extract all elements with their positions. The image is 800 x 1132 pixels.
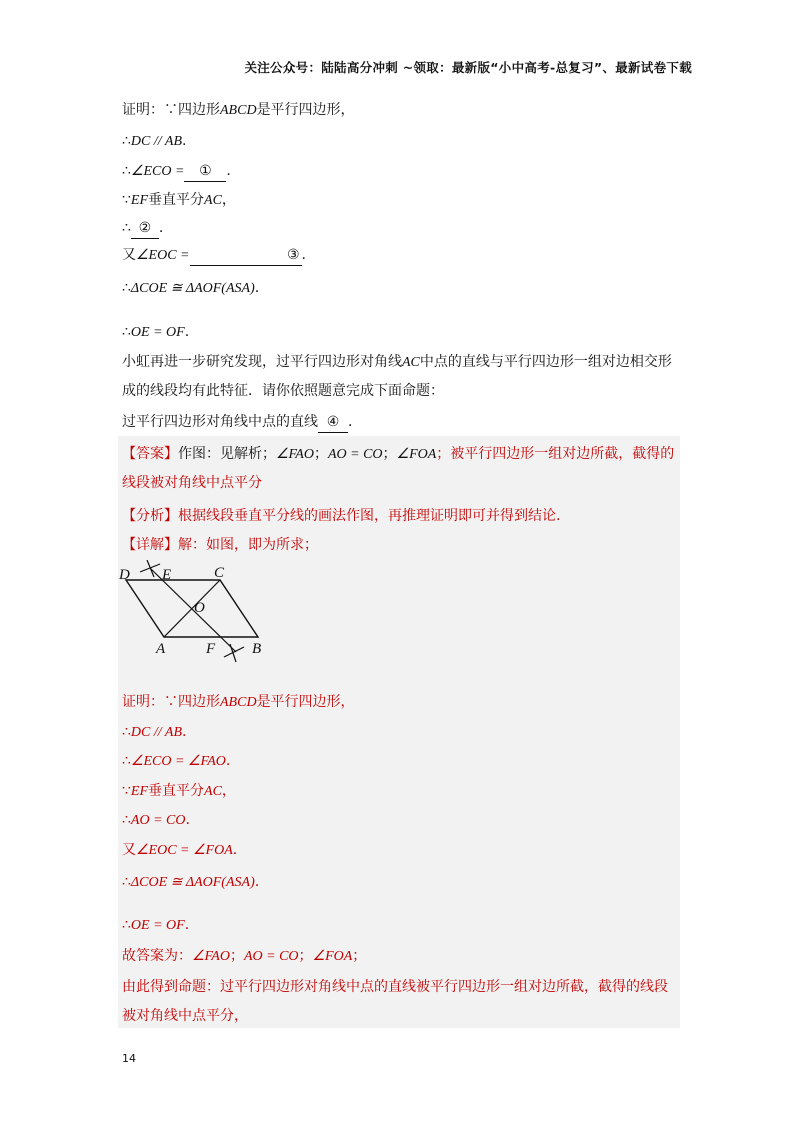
math: AC (204, 784, 222, 799)
parallelogram-figure (116, 560, 276, 668)
blank-2[interactable]: ② (131, 218, 159, 239)
text: . (184, 324, 190, 340)
conclusion-paragraph: 由此得到命题：过平行四边形对角线中点的直线被平行四边形一组对边所截，截得的线段被对角线中点平分， (122, 979, 668, 1024)
text: 垂直平分 (148, 192, 205, 208)
math: OE = OF (130, 918, 185, 933)
text: ∴ (122, 812, 131, 828)
text: ， (221, 192, 236, 208)
text: . (226, 163, 231, 179)
final-answer-line (122, 946, 366, 967)
text: 是平行四边形， (256, 102, 355, 118)
answer-paragraph (122, 440, 678, 498)
text: 过平行四边形对角线中点的直线 (122, 414, 318, 430)
text: ∵ (122, 192, 131, 208)
math: AC (204, 193, 222, 208)
math: ∠ECO = ∠FAO (130, 754, 226, 769)
math: DC // AB (130, 134, 182, 149)
text: ； (352, 948, 367, 964)
label-f: F (206, 641, 216, 657)
blank-3[interactable]: ③ (190, 245, 302, 266)
text: ∵ (122, 783, 131, 799)
proof-line-5 (122, 218, 163, 239)
text: . (225, 753, 231, 769)
blank-4[interactable]: ④ (318, 412, 348, 433)
text: ∴ (122, 724, 131, 740)
text: 又 (122, 842, 136, 858)
text: . (348, 414, 353, 430)
math: ∠EOC = (136, 248, 190, 263)
detail-tag: 【详解】 (122, 537, 178, 553)
text: 解：如图，即为所求； (178, 537, 318, 553)
math: ∠ECO = (130, 164, 185, 179)
math: ∠FOA (396, 447, 437, 462)
question-paragraph (122, 348, 678, 406)
analysis-tag: 【分析】 (122, 508, 178, 524)
text: . (301, 247, 306, 263)
solution-line-3 (122, 751, 230, 772)
text: . (185, 812, 190, 828)
text: ∴ (122, 220, 131, 236)
math: OE = OF (130, 325, 185, 340)
math: AC (402, 355, 420, 370)
solution-line-7 (122, 872, 259, 893)
text: 故答案为： (122, 948, 192, 964)
label-c: C (214, 565, 225, 581)
solution-line-2 (122, 722, 186, 743)
text: 又 (122, 247, 136, 263)
text: ∴ (122, 133, 131, 149)
blank-1[interactable]: ① (184, 161, 226, 182)
text: . (254, 280, 260, 296)
text: ；被平行四边形一组对边所截，截得的线段被对角线中点平分 (122, 446, 675, 491)
detail-line (122, 535, 318, 555)
math: ∠FAO (192, 949, 230, 964)
math: AO = CO (130, 813, 186, 828)
proof-line-3 (122, 161, 231, 182)
text: ∴ (122, 324, 131, 340)
label-o: O (194, 600, 205, 616)
text: 证明：∵四边形 (122, 102, 220, 118)
text: 根据线段垂直平分线的画法作图，再推理证明即可并得到结论. (178, 508, 561, 524)
text: ； (382, 446, 397, 462)
label-e: E (162, 567, 172, 583)
text: ∴ (122, 917, 131, 933)
text: . (182, 724, 187, 740)
text: 垂直平分 (148, 783, 205, 799)
text: 小虹再进一步研究发现，过平行四边形对角线 (122, 354, 402, 370)
solution-line-6 (122, 840, 237, 861)
math: AO = CO (327, 447, 383, 462)
proof-line-1 (122, 100, 355, 121)
proof-line-6 (122, 245, 306, 266)
text: ； (313, 446, 328, 462)
text: . (182, 133, 187, 149)
label-a: A (156, 641, 166, 657)
page-number: 14 (122, 1052, 136, 1065)
math: ΔCOE ≅ ΔAOF(ASA) (130, 875, 255, 890)
text: 中点的直线与平行四边形一组对边相交形成的线段均有此特征．请你依照题意完成下面命题： (122, 354, 672, 399)
math: AO = CO (243, 949, 299, 964)
text: 是平行四边形， (256, 694, 355, 710)
proof-line-8 (122, 322, 189, 343)
solution-line-8 (122, 915, 189, 936)
math: EF (130, 193, 149, 208)
solution-line-5 (122, 810, 190, 831)
math: DC // AB (130, 725, 182, 740)
text: 作图：见解析； (178, 446, 276, 462)
math: ∠FAO (276, 447, 314, 462)
proof-line-7 (122, 278, 259, 299)
math: ABCD (220, 103, 257, 118)
page-header: 关注公众号：陆陆高分冲刺 ~领取：最新版“小中高考-总复习”、最新试卷下载 (244, 60, 692, 75)
text: . (232, 842, 238, 858)
analysis-line (122, 506, 560, 526)
text: . (184, 917, 190, 933)
math: EF (130, 784, 149, 799)
text: ∴ (122, 753, 131, 769)
math: ∠EOC = ∠FOA (136, 843, 233, 858)
text: ； (298, 948, 313, 964)
question-proposition (122, 412, 352, 433)
label-b: B (252, 641, 262, 657)
math: ∠FOA (312, 949, 353, 964)
text: ∴ (122, 280, 131, 296)
label-d: D (119, 567, 130, 583)
text: ∴ (122, 163, 131, 179)
text: ∴ (122, 874, 131, 890)
math: ABCD (220, 695, 257, 710)
text: ， (221, 783, 236, 799)
solution-line-4 (122, 781, 236, 802)
proof-line-4 (122, 190, 236, 211)
math: ΔCOE ≅ ΔAOF(ASA) (130, 281, 255, 296)
solution-line-1 (122, 692, 355, 713)
text: 证明：∵四边形 (122, 694, 220, 710)
text: ； (229, 948, 244, 964)
proof-line-2 (122, 131, 186, 152)
text: . (254, 874, 260, 890)
text: . (158, 220, 164, 236)
answer-tag: 【答案】 (122, 446, 178, 462)
